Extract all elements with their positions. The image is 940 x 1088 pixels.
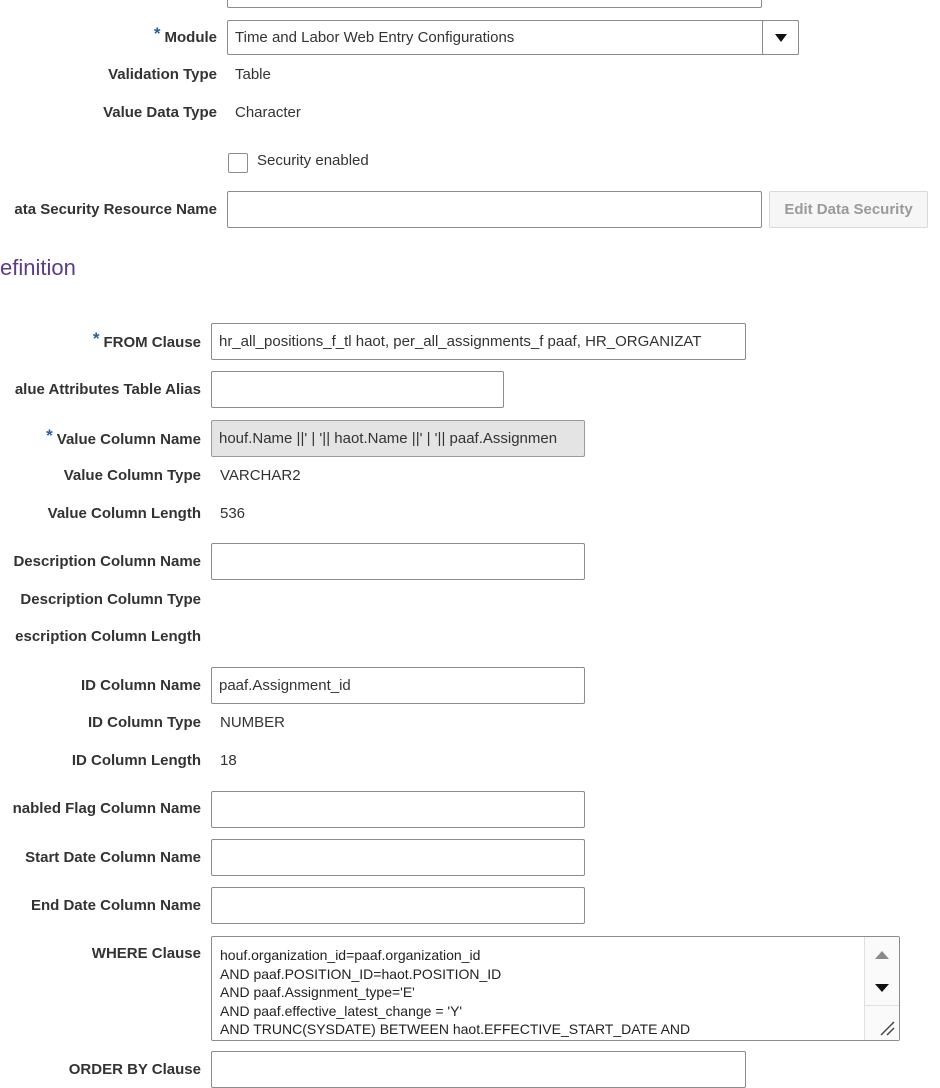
- previous-field-input[interactable]: [227, 0, 762, 8]
- end-date-column-input[interactable]: [211, 887, 585, 924]
- description-column-name-input[interactable]: [211, 543, 585, 580]
- from-clause-input[interactable]: hr_all_positions_f_tl haot, per_all_assignments_f paaf, HR_ORGANIZAT: [211, 323, 746, 360]
- start-date-column-input[interactable]: [211, 839, 585, 876]
- data-security-resource-label: ata Security Resource Name: [14, 201, 217, 218]
- required-asterisk-icon: *: [153, 24, 161, 43]
- value-column-length-label: Value Column Length: [47, 505, 201, 522]
- from-clause-label: * FROM Clause: [92, 329, 201, 351]
- description-column-type-label: Description Column Type: [20, 591, 201, 608]
- order-by-clause-input[interactable]: [211, 1051, 746, 1088]
- order-by-clause-label: ORDER BY Clause: [68, 1061, 201, 1078]
- validation-type-label: Validation Type: [108, 66, 217, 83]
- arrow-down-icon[interactable]: [875, 984, 889, 992]
- where-clause-textarea[interactable]: [211, 936, 900, 1041]
- where-clause-label: WHERE Clause: [91, 945, 201, 962]
- chevron-down-icon[interactable]: [762, 20, 799, 55]
- where-clause-line: houf.organization_id=paaf.organization_id: [220, 947, 481, 963]
- end-date-column-label: End Date Column Name: [30, 897, 201, 914]
- definition-section-title: efinition: [0, 255, 76, 280]
- where-clause-text: [220, 946, 690, 1039]
- security-enabled-label: Security enabled: [257, 152, 369, 169]
- validation-type-value: Table: [235, 66, 271, 83]
- value-attributes-alias-input[interactable]: [211, 371, 504, 408]
- description-column-length-label: escription Column Length: [15, 628, 201, 645]
- where-clause-line: AND TRUNC(SYSDATE) BETWEEN haot.EFFECTIVE_START_DATE AND: [220, 1021, 691, 1037]
- value-attributes-alias-label: alue Attributes Table Alias: [14, 381, 201, 398]
- where-clause-line: AND paaf.POSITION_ID=haot.POSITION_ID: [220, 965, 502, 982]
- value-data-type-label: Value Data Type: [103, 104, 217, 121]
- enabled-flag-column-input[interactable]: [211, 791, 585, 828]
- value-column-type-label: Value Column Type: [63, 467, 201, 484]
- value-data-type-value: Character: [235, 104, 301, 121]
- module-select[interactable]: [227, 20, 799, 55]
- where-clause-line: AND paaf.Assignment_type='E': [220, 984, 415, 1000]
- module-label: * Module: [153, 24, 217, 46]
- arrow-up-icon[interactable]: [875, 951, 889, 959]
- id-column-type-value: NUMBER: [220, 714, 286, 731]
- id-column-name-input[interactable]: paaf.Assignment_id: [211, 667, 585, 704]
- value-column-type-value: VARCHAR2: [220, 467, 301, 484]
- value-column-name-label: * Value Column Name: [46, 426, 201, 448]
- edit-data-security-button[interactable]: Edit Data Security: [769, 191, 928, 228]
- id-column-name-label: ID Column Name: [80, 677, 201, 694]
- value-column-length-value: 536: [220, 505, 246, 522]
- id-column-type-label: ID Column Type: [87, 714, 201, 731]
- module-select-value: Time and Labor Web Entry Configurations: [235, 29, 515, 46]
- required-asterisk-icon: *: [46, 426, 53, 445]
- id-column-length-value: 18: [220, 752, 237, 769]
- description-column-name-label: Description Column Name: [13, 553, 201, 570]
- data-security-resource-input[interactable]: [227, 191, 762, 228]
- where-clause-line: AND paaf.effective_latest_change = 'Y': [220, 1002, 463, 1019]
- id-column-length-label: ID Column Length: [71, 752, 201, 769]
- value-column-name-input[interactable]: houf.Name ||' | '|| haot.Name ||' | '|| paaf.Assignmen: [211, 420, 585, 457]
- required-asterisk-icon: *: [92, 329, 100, 348]
- where-clause-scrollbar[interactable]: [864, 937, 899, 1040]
- resize-grip-icon[interactable]: [865, 1005, 899, 1040]
- start-date-column-label: Start Date Column Name: [25, 849, 201, 866]
- security-enabled-checkbox[interactable]: [228, 153, 248, 173]
- enabled-flag-column-label: nabled Flag Column Name: [12, 800, 201, 817]
